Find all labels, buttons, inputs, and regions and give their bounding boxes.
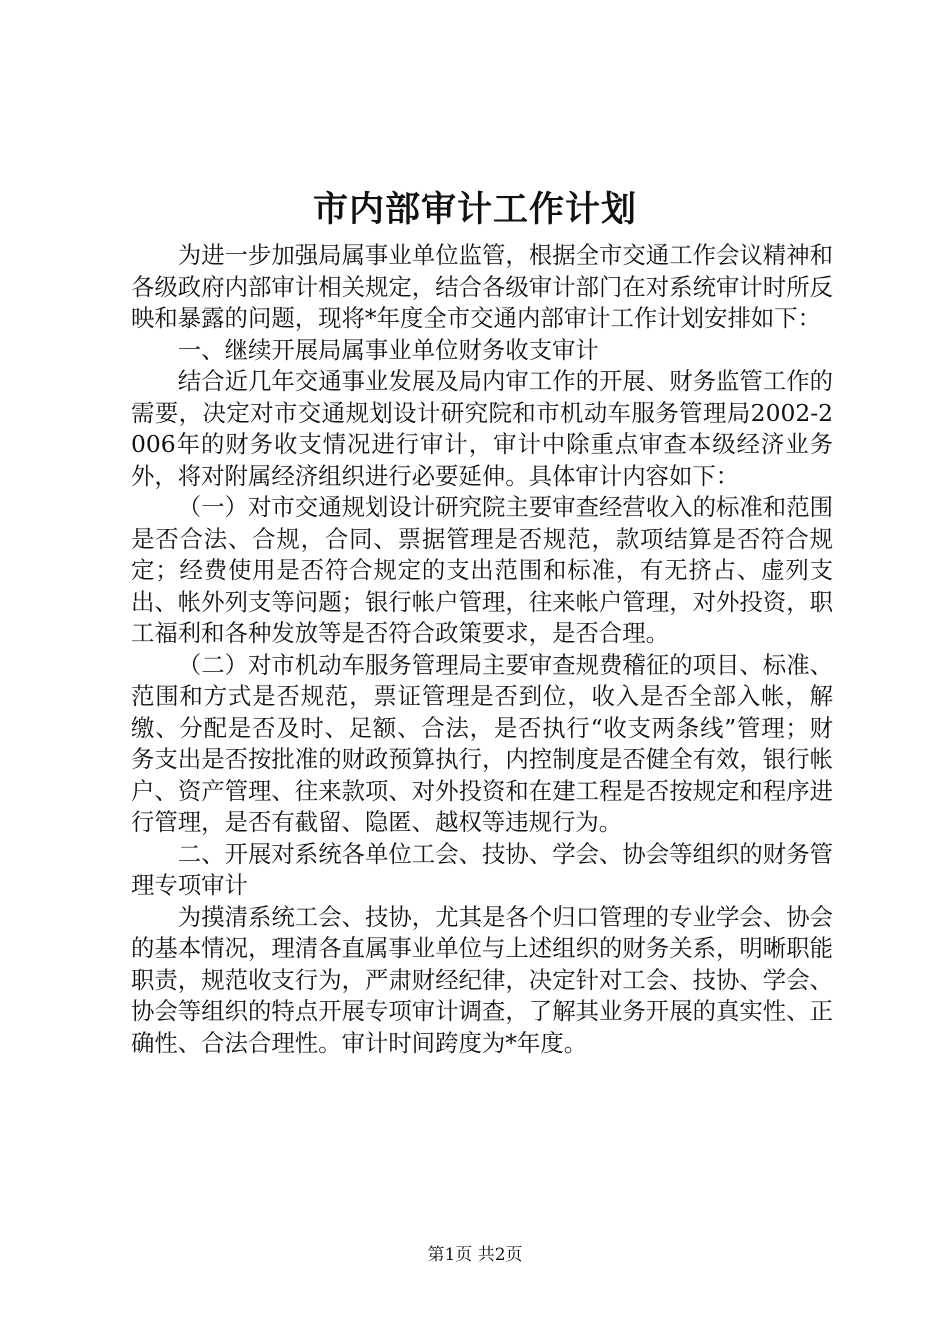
intro-paragraph: 为进一步加强局属事业单位监管，根据全市交通工作会议精神和各级政府内部审计相关规定，结合各级审计部门在对系统审计时所反映和暴露的问题，现将*年度全市交通内部审计工作计划安排如下：	[131, 241, 833, 332]
item-1-paragraph: （一）对市交通规划设计研究院主要审查经营收入的标准和范围是否合法、合规，合同、票据管理是否规范，款项结算是否符合规定；经费使用是否符合规定的支出范围和标准，有无挤占、虚列支出、帐外列支等问题；银行帐户管理，往来帐户管理，对外投资，职工福利和各种发放等是否符合政策要求，是否合理。	[131, 493, 833, 647]
document-body	[131, 240, 833, 1059]
section-heading-2: 二、开展对系统各单位工会、技协、学会、协会等组织的财务管理专项审计	[131, 839, 833, 899]
item-2-paragraph: （二）对市机动车服务管理局主要审查规费稽征的项目、标准、范围和方式是否规范，票证管理是否到位，收入是否全部入帐，解缴、分配是否及时、足额、合法，是否执行“收支两条线”管理；财务支出是否按批准的财政预算执行，内控制度是否健全有效，银行帐户、资产管理、往来款项、对外投资和在建工程是否按规定和程序进行管理，是否有截留、隐匿、越权等违规行为。	[131, 650, 833, 836]
section-heading-1: 一、继续开展局属事业单位财务收支审计	[177, 335, 599, 364]
section-1-paragraph: 结合近几年交通事业发展及局内审工作的开展、财务监管工作的需要，决定对市交通规划设计研究院和市机动车服务管理局2002-2006年的财务收支情况进行审计，审计中除重点审查本级经济业务外，将对附属经济组织进行必要延伸。具体审计内容如下：	[131, 367, 833, 490]
document-title: 市内部审计工作计划	[312, 189, 637, 230]
section-2-paragraph: 为摸清系统工会、技协，尤其是各个归口管理的专业学会、协会的基本情况，理清各直属事业单位与上述组织的财务关系，明晰职能职责，规范收支行为，严肃财经纪律，决定针对工会、技协、学会、协会等组织的特点开展专项审计调查，了解其业务开展的真实性、正确性、合法合理性。审计时间跨度为*年度。	[131, 902, 833, 1057]
page-number-footer: 第1页 共2页	[427, 1245, 523, 1265]
